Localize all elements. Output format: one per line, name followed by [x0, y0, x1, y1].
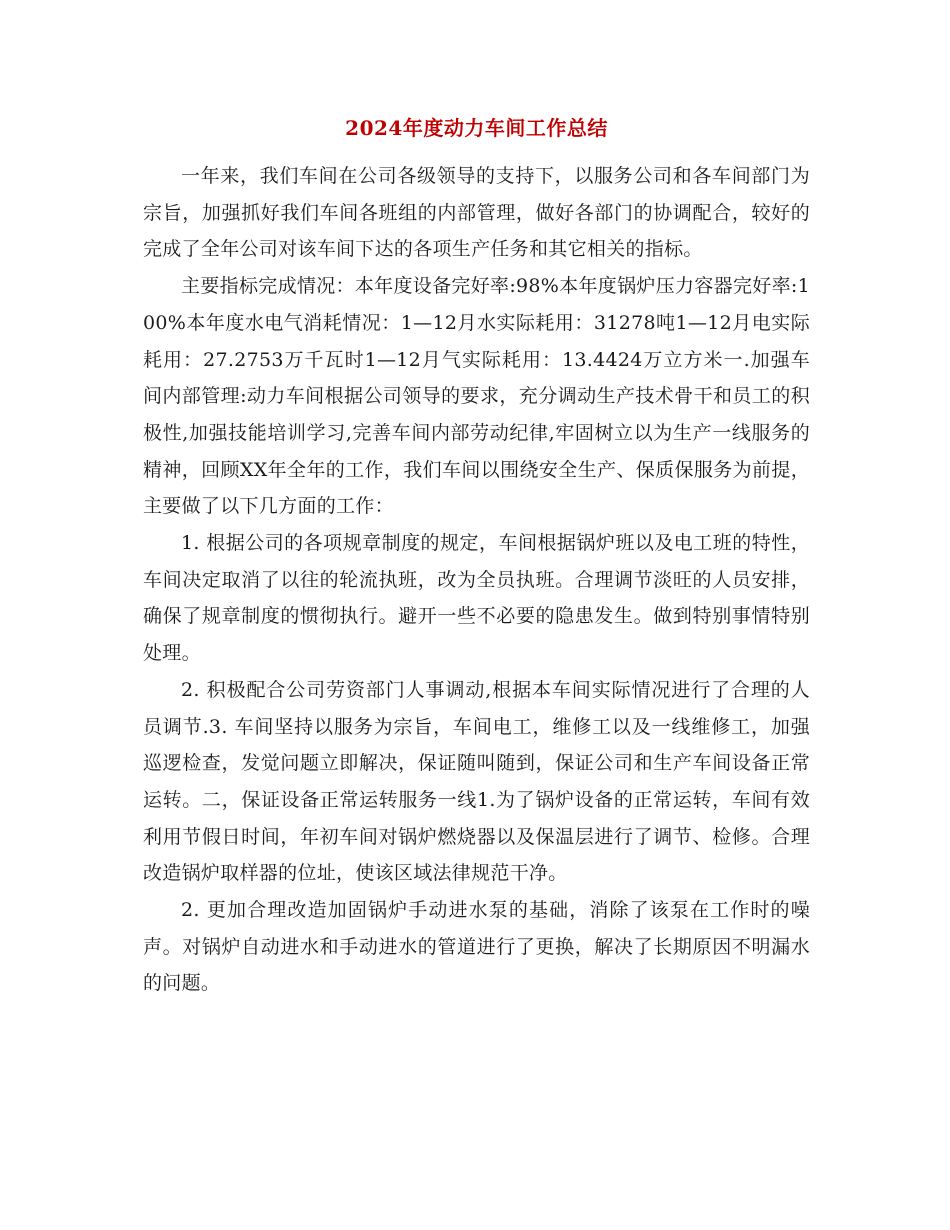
paragraph-item-2: 2. 积极配合公司劳资部门人事调动,根据本车间实际情况进行了合理的人员调节.3. 车间坚持以服务为宗旨，车间电工，维修工以及一线维修工，加强巡逻检查，发觉问题立即解决，保证随叫随到，保证公司和生产车间设备正常运转。二，保证设备正常运转服务一线1.为了锅炉设备的正常运转，车间有效利用节假日时间，年初车间对锅炉燃烧器以及保温层进行了调节、检修。合理改造锅炉取样器的位址，使该区域法律规范干净。 — [143, 678, 810, 885]
paragraph-item-1: 1. 根据公司的各项规章制度的规定，车间根据锅炉班以及电工班的特性，车间决定取消了以往的轮流执班，改为全员执班。合理调节淡旺的人员安排，确保了规章制度的惯彻执行。避开一些不必要的隐患发生。做到特别事情特别处理。 — [143, 532, 810, 665]
paragraph-main-indicators: 主要指标完成情况：本年度设备完好率:98%本年度锅炉压力容器完好率:100%本年度水电气消耗情况：1—12月水实际耗用：31278吨1—12月电实际耗用：27.2753万千瓦时1—12月气实际耗用：13.4424万立方米一.加强车间内部管理:动力车间根据公司领导的要求，充分调动生产技术骨干和员工的积极性,加强技能培训学习,完善车间内部劳动纪律,牢固树立以为生产一线服务的精神，回顾XX年全年的工作，我们车间以围绕安全生产、保质保服务为前提，主要做了以下几方面的工作： — [143, 275, 810, 518]
paragraph-intro: 一年来，我们车间在公司各级领导的支持下，以服务公司和各车间部门为宗旨，加强抓好我们车间各班组的内部管理，做好各部门的协调配合，较好的完成了全年公司对该车间下达的各项生产任务和其它相关的指标。 — [143, 165, 810, 261]
document-title: 2024年度动力车间工作总结 — [345, 116, 608, 140]
paragraph-item-3: 2. 更加合理改造加固锅炉手动进水泵的基础，消除了该泵在工作时的噪声。对锅炉自动进水和手动进水的管道进行了更换，解决了长期原因不明漏水的问题。 — [143, 899, 810, 995]
